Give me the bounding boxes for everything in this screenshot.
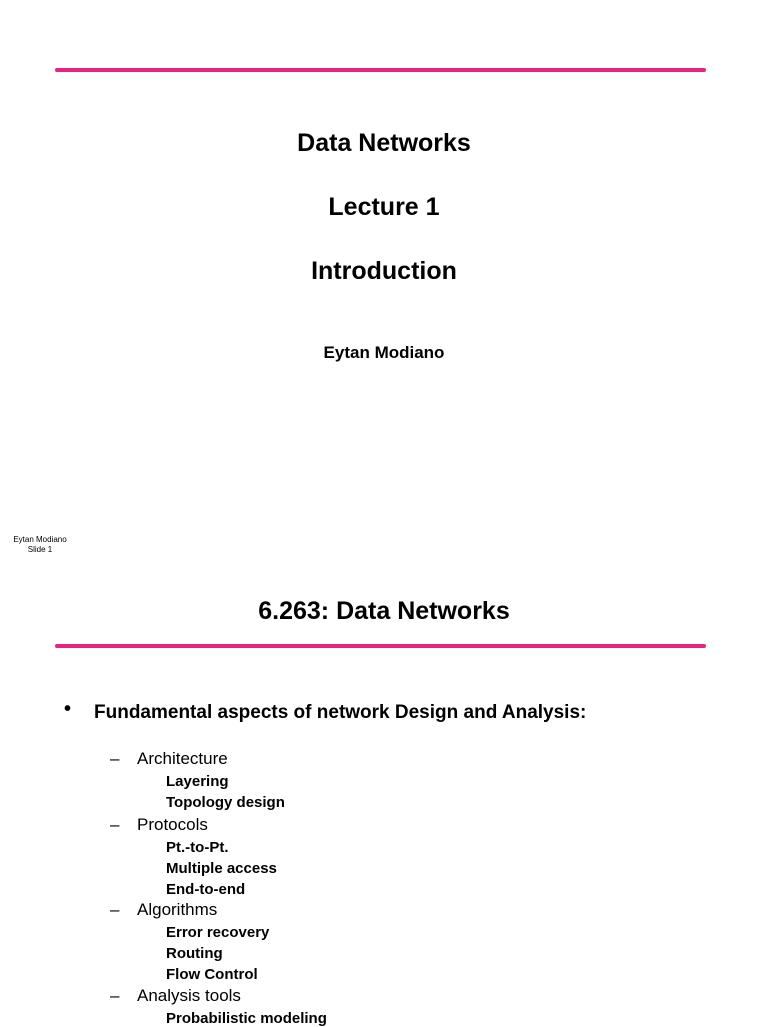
outline-subitem: Probabilistic modeling <box>166 1010 327 1027</box>
dash-icon: – <box>110 815 120 834</box>
outline-subitem: Pt.-to-Pt. <box>166 839 229 856</box>
outline-subitem: Error recovery <box>166 924 270 941</box>
footer-author: Eytan Modiano <box>13 535 67 544</box>
outline-subitem: Layering <box>166 773 229 790</box>
bullet-text: Fundamental aspects of network Design and Analysis: <box>94 702 587 723</box>
section-label: Architecture <box>137 749 228 768</box>
slide2-title: 6.263: Data Networks <box>258 597 510 625</box>
dash-icon: – <box>110 749 120 768</box>
bullet-icon: • <box>64 698 72 720</box>
section-label: Protocols <box>137 815 208 834</box>
outline-subitem: Topology design <box>166 794 285 811</box>
dash-icon: – <box>110 900 120 919</box>
lecture-topic: Introduction <box>311 257 457 285</box>
slide-title: Data Networks <box>297 129 471 157</box>
slide2-accent-rule <box>55 644 706 648</box>
section-label: Algorithms <box>137 900 218 919</box>
lecture-number: Lecture 1 <box>328 193 440 221</box>
outline-subitem: Routing <box>166 945 223 962</box>
outline-subitem: Flow Control <box>166 966 258 983</box>
outline-subitem: Multiple access <box>166 860 277 877</box>
section-label: Analysis tools <box>137 986 241 1005</box>
top-accent-rule <box>55 68 706 72</box>
footer-slide-number: Slide 1 <box>27 545 53 554</box>
author-name: Eytan Modiano <box>323 343 445 362</box>
outline-subitem: End-to-end <box>166 881 246 898</box>
dash-icon: – <box>110 986 120 1005</box>
